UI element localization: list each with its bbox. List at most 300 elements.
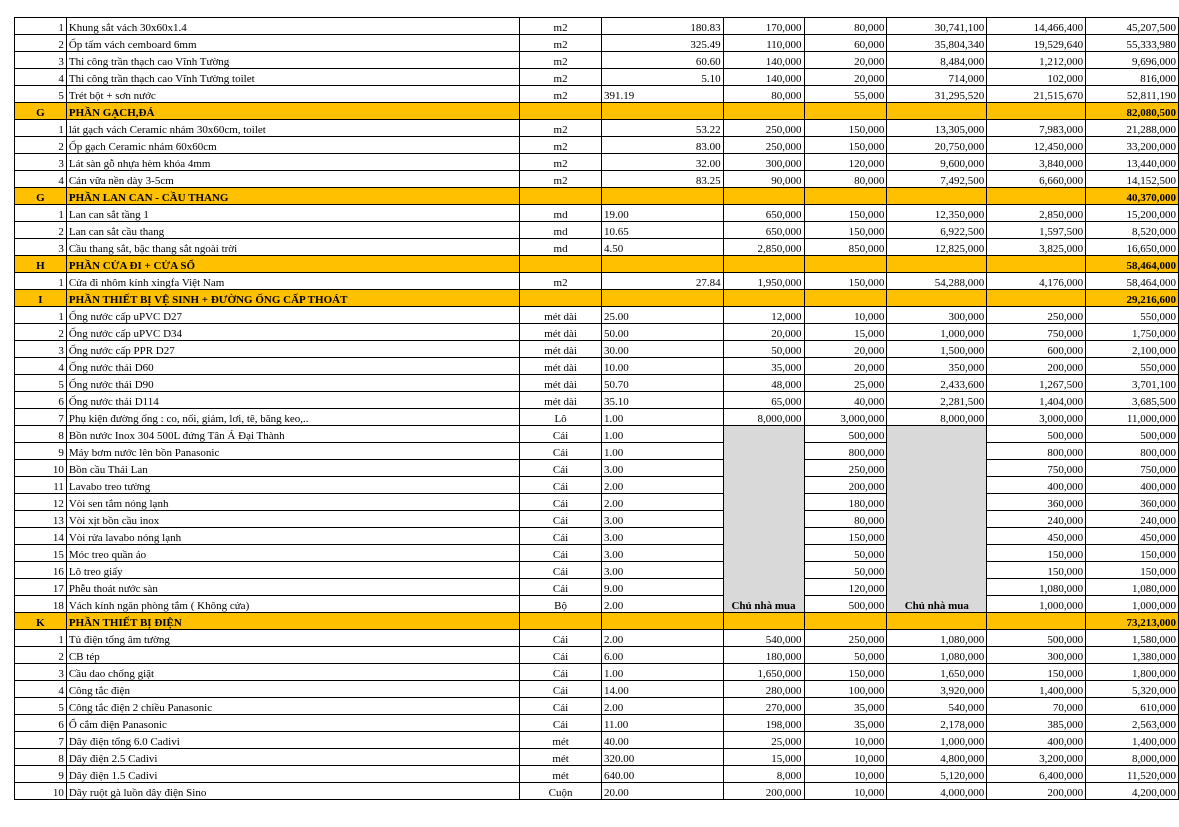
row-total-cell: 21,288,000 xyxy=(1086,120,1179,137)
unit-cell xyxy=(520,290,602,307)
labor-price-cell: 35,000 xyxy=(804,698,887,715)
row-number-cell: 4 xyxy=(15,358,67,375)
material-price-cell: 200,000 xyxy=(723,783,804,800)
row-total-cell: 240,000 xyxy=(1086,511,1179,528)
material-total-cell: 3,920,000 xyxy=(887,681,987,698)
labor-total-cell: 240,000 xyxy=(987,511,1086,528)
quantity-cell: 20.00 xyxy=(601,783,723,800)
unit-cell: m2 xyxy=(520,137,602,154)
material-total-cell: 12,825,000 xyxy=(887,239,987,256)
item-name-cell: Ống nước cấp PPR D27 xyxy=(66,341,519,358)
row-number-cell: 2 xyxy=(15,222,67,239)
quantity-cell: 11.00 xyxy=(601,715,723,732)
labor-total-cell: 150,000 xyxy=(987,545,1086,562)
item-name-cell: Thi công trần thạch cao Vĩnh Tường xyxy=(66,52,519,69)
unit-cell: mét xyxy=(520,766,602,783)
material-total-cell: 1,500,000 xyxy=(887,341,987,358)
item-name-cell: Cán vữa nền dày 3-5cm xyxy=(66,171,519,188)
row-number-cell: 3 xyxy=(15,52,67,69)
unit-cell: Cái xyxy=(520,443,602,460)
item-name-cell: Lan can sắt tầng 1 xyxy=(66,205,519,222)
labor-total-cell: 3,000,000 xyxy=(987,409,1086,426)
labor-total-cell: 150,000 xyxy=(987,562,1086,579)
labor-total-cell: 500,000 xyxy=(987,426,1086,443)
labor-total-cell: 1,404,000 xyxy=(987,392,1086,409)
table-row xyxy=(15,273,1179,290)
section-code-cell: H xyxy=(15,256,67,273)
labor-total-cell: 150,000 xyxy=(987,664,1086,681)
labor-total-cell: 300,000 xyxy=(987,647,1086,664)
row-total-cell: 3,701,100 xyxy=(1086,375,1179,392)
row-total-cell: 800,000 xyxy=(1086,443,1179,460)
labor-price-cell: 50,000 xyxy=(804,562,887,579)
material-total-cell: 2,281,500 xyxy=(887,392,987,409)
labor-total-cell: 1,597,500 xyxy=(987,222,1086,239)
quantity-cell: 35.10 xyxy=(601,392,723,409)
quantity-cell: 2.00 xyxy=(601,494,723,511)
material-price-cell: 25,000 xyxy=(723,732,804,749)
material-total-cell: 1,080,000 xyxy=(887,647,987,664)
section-header-row xyxy=(15,256,1179,273)
table-row xyxy=(15,35,1179,52)
unit-cell: Cái xyxy=(520,528,602,545)
material-price-cell: 250,000 xyxy=(723,120,804,137)
labor-total-cell: 3,200,000 xyxy=(987,749,1086,766)
table-row xyxy=(15,749,1179,766)
table-row xyxy=(15,205,1179,222)
table-row xyxy=(15,630,1179,647)
table-row xyxy=(15,698,1179,715)
labor-total-cell: 7,983,000 xyxy=(987,120,1086,137)
quantity-cell: 83.00 xyxy=(601,137,723,154)
section-name-cell: PHẦN GẠCH,ĐÁ xyxy=(66,103,519,120)
material-total-cell: 2,433,600 xyxy=(887,375,987,392)
labor-price-cell: 500,000 xyxy=(804,426,887,443)
material-price-cell xyxy=(723,188,804,205)
material-price-cell: 35,000 xyxy=(723,358,804,375)
section-header-row xyxy=(15,188,1179,205)
labor-total-cell xyxy=(987,256,1086,273)
unit-cell: mét dài xyxy=(520,375,602,392)
labor-price-cell: 10,000 xyxy=(804,307,887,324)
material-total-cell: 1,000,000 xyxy=(887,324,987,341)
section-total-cell: 73,213,000 xyxy=(1086,613,1179,630)
labor-total-cell: 1,080,000 xyxy=(987,579,1086,596)
cost-estimate-table xyxy=(14,17,1179,800)
item-name-cell: Ốp tấm vách cemboard 6mm xyxy=(66,35,519,52)
unit-cell: Cái xyxy=(520,545,602,562)
table-row xyxy=(15,137,1179,154)
table-row xyxy=(15,681,1179,698)
unit-cell: Cái xyxy=(520,477,602,494)
labor-total-cell: 600,000 xyxy=(987,341,1086,358)
row-number-cell: 9 xyxy=(15,766,67,783)
row-number-cell: 1 xyxy=(15,18,67,35)
table-row xyxy=(15,647,1179,664)
material-total-cell xyxy=(887,103,987,120)
quantity-cell: 10.00 xyxy=(601,358,723,375)
unit-cell: md xyxy=(520,222,602,239)
labor-price-cell: 150,000 xyxy=(804,120,887,137)
material-total-cell: 12,350,000 xyxy=(887,205,987,222)
item-name-cell: Trét bột + sơn nước xyxy=(66,86,519,103)
unit-cell: m2 xyxy=(520,69,602,86)
labor-price-cell: 20,000 xyxy=(804,52,887,69)
quantity-cell xyxy=(601,290,723,307)
row-number-cell: 1 xyxy=(15,307,67,324)
quantity-cell: 50.70 xyxy=(601,375,723,392)
unit-cell: Cái xyxy=(520,494,602,511)
unit-cell: Cái xyxy=(520,579,602,596)
row-number-cell: 10 xyxy=(15,460,67,477)
quantity-cell: 1.00 xyxy=(601,443,723,460)
unit-cell: mét dài xyxy=(520,341,602,358)
labor-price-cell: 60,000 xyxy=(804,35,887,52)
labor-total-cell: 12,450,000 xyxy=(987,137,1086,154)
item-name-cell: Công tắc điện xyxy=(66,681,519,698)
labor-price-cell: 10,000 xyxy=(804,749,887,766)
table-row xyxy=(15,375,1179,392)
material-total-cell: 54,288,000 xyxy=(887,273,987,290)
quantity-cell: 19.00 xyxy=(601,205,723,222)
table-row xyxy=(15,154,1179,171)
labor-price-cell: 55,000 xyxy=(804,86,887,103)
row-number-cell: 8 xyxy=(15,749,67,766)
material-total-cell: 1,000,000 xyxy=(887,732,987,749)
labor-price-cell: 80,000 xyxy=(804,511,887,528)
quantity-cell: 320.00 xyxy=(601,749,723,766)
row-total-cell: 8,520,000 xyxy=(1086,222,1179,239)
section-header-row xyxy=(15,103,1179,120)
row-total-cell: 150,000 xyxy=(1086,545,1179,562)
labor-price-cell: 50,000 xyxy=(804,647,887,664)
material-price-cell: 250,000 xyxy=(723,137,804,154)
labor-price-cell: 10,000 xyxy=(804,732,887,749)
labor-price-cell xyxy=(804,256,887,273)
material-total-cell: 9,600,000 xyxy=(887,154,987,171)
material-price-cell: 15,000 xyxy=(723,749,804,766)
item-name-cell: Dây ruột gà luồn dây điện Sino xyxy=(66,783,519,800)
row-number-cell: 14 xyxy=(15,528,67,545)
labor-price-cell: 150,000 xyxy=(804,222,887,239)
section-name-cell: PHẦN THIẾT BỊ ĐIỆN xyxy=(66,613,519,630)
labor-price-cell: 200,000 xyxy=(804,477,887,494)
owner-buys-cell: Chủ nhà mua xyxy=(887,426,987,613)
quantity-cell: 325.49 xyxy=(601,35,723,52)
material-total-cell: 4,000,000 xyxy=(887,783,987,800)
unit-cell: Cái xyxy=(520,630,602,647)
row-total-cell: 4,200,000 xyxy=(1086,783,1179,800)
quantity-cell: 9.00 xyxy=(601,579,723,596)
row-total-cell: 400,000 xyxy=(1086,477,1179,494)
row-number-cell: 1 xyxy=(15,205,67,222)
row-total-cell: 16,650,000 xyxy=(1086,239,1179,256)
row-total-cell: 11,520,000 xyxy=(1086,766,1179,783)
labor-total-cell: 1,212,000 xyxy=(987,52,1086,69)
material-total-cell: 6,922,500 xyxy=(887,222,987,239)
material-price-cell: 270,000 xyxy=(723,698,804,715)
material-price-cell xyxy=(723,256,804,273)
item-name-cell: Ổ cắm điện Panasonic xyxy=(66,715,519,732)
unit-cell xyxy=(520,188,602,205)
quantity-cell: 1.00 xyxy=(601,664,723,681)
labor-price-cell: 80,000 xyxy=(804,171,887,188)
labor-total-cell: 4,176,000 xyxy=(987,273,1086,290)
row-number-cell: 11 xyxy=(15,477,67,494)
row-number-cell: 3 xyxy=(15,664,67,681)
quantity-cell: 60.60 xyxy=(601,52,723,69)
item-name-cell: Bồn nước Inox 304 500L đứng Tân Á Đại Thành xyxy=(66,426,519,443)
row-number-cell: 9 xyxy=(15,443,67,460)
labor-total-cell: 3,840,000 xyxy=(987,154,1086,171)
quantity-cell: 3.00 xyxy=(601,562,723,579)
labor-total-cell: 800,000 xyxy=(987,443,1086,460)
row-number-cell: 12 xyxy=(15,494,67,511)
item-name-cell: Phụ kiện đường ống : co, nối, giảm, lơi, tê, băng keo,.. xyxy=(66,409,519,426)
material-price-cell xyxy=(723,103,804,120)
labor-total-cell xyxy=(987,613,1086,630)
row-total-cell: 2,100,000 xyxy=(1086,341,1179,358)
quantity-cell: 1.00 xyxy=(601,426,723,443)
item-name-cell: Lát sàn gỗ nhựa hèm khóa 4mm xyxy=(66,154,519,171)
item-name-cell: Phễu thoát nước sàn xyxy=(66,579,519,596)
labor-total-cell: 1,267,500 xyxy=(987,375,1086,392)
item-name-cell: lát gạch vách Ceramic nhám 30x60cm, toilet xyxy=(66,120,519,137)
item-name-cell: Cầu dao chống giật xyxy=(66,664,519,681)
unit-cell: m2 xyxy=(520,273,602,290)
material-total-cell: 8,000,000 xyxy=(887,409,987,426)
section-total-cell: 82,080,500 xyxy=(1086,103,1179,120)
table-row xyxy=(15,545,1179,562)
item-name-cell: Ống nước thải D114 xyxy=(66,392,519,409)
item-name-cell: Dây điện 2.5 Cadivi xyxy=(66,749,519,766)
material-total-cell: 13,305,000 xyxy=(887,120,987,137)
quantity-cell: 27.84 xyxy=(601,273,723,290)
item-name-cell: Lan can sắt cầu thang xyxy=(66,222,519,239)
table-row xyxy=(15,392,1179,409)
row-number-cell: 2 xyxy=(15,137,67,154)
table-row xyxy=(15,18,1179,35)
section-total-cell: 29,216,600 xyxy=(1086,290,1179,307)
table-row xyxy=(15,341,1179,358)
quantity-cell xyxy=(601,613,723,630)
row-number-cell: 1 xyxy=(15,273,67,290)
material-total-cell: 8,484,000 xyxy=(887,52,987,69)
unit-cell: Cái xyxy=(520,698,602,715)
item-name-cell: Ống nước thải D60 xyxy=(66,358,519,375)
labor-price-cell: 20,000 xyxy=(804,69,887,86)
quantity-cell: 14.00 xyxy=(601,681,723,698)
labor-total-cell: 3,825,000 xyxy=(987,239,1086,256)
table-row xyxy=(15,171,1179,188)
row-number-cell: 6 xyxy=(15,715,67,732)
row-number-cell: 4 xyxy=(15,171,67,188)
material-price-cell: 80,000 xyxy=(723,86,804,103)
unit-cell: md xyxy=(520,239,602,256)
item-name-cell: Khung sắt vách 30x60x1.4 xyxy=(66,18,519,35)
row-total-cell: 500,000 xyxy=(1086,426,1179,443)
row-total-cell: 3,685,500 xyxy=(1086,392,1179,409)
labor-total-cell: 400,000 xyxy=(987,477,1086,494)
row-number-cell: 16 xyxy=(15,562,67,579)
material-total-cell: 2,178,000 xyxy=(887,715,987,732)
labor-price-cell: 80,000 xyxy=(804,18,887,35)
material-total-cell: 300,000 xyxy=(887,307,987,324)
row-total-cell: 1,380,000 xyxy=(1086,647,1179,664)
owner-buys-cell: Chủ nhà mua xyxy=(723,426,804,613)
material-price-cell: 1,650,000 xyxy=(723,664,804,681)
table-row xyxy=(15,120,1179,137)
row-number-cell: 8 xyxy=(15,426,67,443)
item-name-cell: Ống nước thải D90 xyxy=(66,375,519,392)
labor-total-cell: 250,000 xyxy=(987,307,1086,324)
row-total-cell: 550,000 xyxy=(1086,358,1179,375)
table-row xyxy=(15,494,1179,511)
labor-price-cell: 250,000 xyxy=(804,460,887,477)
labor-price-cell: 10,000 xyxy=(804,783,887,800)
table-row xyxy=(15,562,1179,579)
material-price-cell: 48,000 xyxy=(723,375,804,392)
unit-cell: Cái xyxy=(520,511,602,528)
row-number-cell: 3 xyxy=(15,239,67,256)
labor-total-cell: 21,515,670 xyxy=(987,86,1086,103)
quantity-cell: 3.00 xyxy=(601,528,723,545)
material-total-cell: 31,295,520 xyxy=(887,86,987,103)
labor-price-cell: 800,000 xyxy=(804,443,887,460)
quantity-cell: 1.00 xyxy=(601,409,723,426)
row-total-cell: 816,000 xyxy=(1086,69,1179,86)
table-row xyxy=(15,783,1179,800)
material-price-cell: 8,000 xyxy=(723,766,804,783)
quantity-cell: 53.22 xyxy=(601,120,723,137)
labor-price-cell xyxy=(804,613,887,630)
row-total-cell: 15,200,000 xyxy=(1086,205,1179,222)
item-name-cell: Cầu thang sắt, bậc thang sắt ngoài trời xyxy=(66,239,519,256)
quantity-cell: 25.00 xyxy=(601,307,723,324)
row-total-cell: 1,080,000 xyxy=(1086,579,1179,596)
row-number-cell: 5 xyxy=(15,698,67,715)
material-total-cell xyxy=(887,290,987,307)
table-row xyxy=(15,715,1179,732)
unit-cell: m2 xyxy=(520,86,602,103)
quantity-cell: 180.83 xyxy=(601,18,723,35)
material-total-cell: 1,650,000 xyxy=(887,664,987,681)
unit-cell: Cuộn xyxy=(520,783,602,800)
labor-price-cell: 250,000 xyxy=(804,630,887,647)
row-number-cell: 2 xyxy=(15,324,67,341)
row-total-cell: 14,152,500 xyxy=(1086,171,1179,188)
table-row xyxy=(15,69,1179,86)
row-total-cell: 5,320,000 xyxy=(1086,681,1179,698)
table-row xyxy=(15,307,1179,324)
unit-cell: Cái xyxy=(520,715,602,732)
labor-price-cell: 10,000 xyxy=(804,766,887,783)
table-row xyxy=(15,86,1179,103)
quantity-cell: 5.10 xyxy=(601,69,723,86)
labor-total-cell: 500,000 xyxy=(987,630,1086,647)
unit-cell: Lô xyxy=(520,409,602,426)
row-number-cell: 3 xyxy=(15,154,67,171)
unit-cell: Cái xyxy=(520,664,602,681)
item-name-cell: Bồn cầu Thái Lan xyxy=(66,460,519,477)
row-total-cell: 450,000 xyxy=(1086,528,1179,545)
labor-price-cell: 25,000 xyxy=(804,375,887,392)
unit-cell xyxy=(520,103,602,120)
labor-total-cell xyxy=(987,103,1086,120)
material-price-cell: 140,000 xyxy=(723,69,804,86)
quantity-cell: 83.25 xyxy=(601,171,723,188)
table-row xyxy=(15,766,1179,783)
item-name-cell: Dây điện 1.5 Cadivi xyxy=(66,766,519,783)
row-number-cell: 2 xyxy=(15,647,67,664)
labor-total-cell: 102,000 xyxy=(987,69,1086,86)
row-total-cell: 150,000 xyxy=(1086,562,1179,579)
item-name-cell: Ống nước cấp uPVC D27 xyxy=(66,307,519,324)
row-number-cell: 7 xyxy=(15,409,67,426)
item-name-cell: Vòi sen tắm nóng lạnh xyxy=(66,494,519,511)
labor-total-cell: 6,660,000 xyxy=(987,171,1086,188)
row-number-cell: 15 xyxy=(15,545,67,562)
material-total-cell: 20,750,000 xyxy=(887,137,987,154)
material-price-cell: 170,000 xyxy=(723,18,804,35)
table-row xyxy=(15,409,1179,426)
labor-price-cell: 20,000 xyxy=(804,358,887,375)
labor-price-cell: 500,000 xyxy=(804,596,887,613)
labor-price-cell: 120,000 xyxy=(804,154,887,171)
table-row xyxy=(15,443,1179,460)
labor-price-cell: 100,000 xyxy=(804,681,887,698)
row-total-cell: 1,400,000 xyxy=(1086,732,1179,749)
section-code-cell: I xyxy=(15,290,67,307)
quantity-cell: 3.00 xyxy=(601,545,723,562)
section-name-cell: PHẦN CỬA ĐI + CỬA SỔ xyxy=(66,256,519,273)
material-price-cell xyxy=(723,613,804,630)
table-row xyxy=(15,664,1179,681)
table-row xyxy=(15,52,1179,69)
material-total-cell: 30,741,100 xyxy=(887,18,987,35)
unit-cell: mét dài xyxy=(520,392,602,409)
table-row xyxy=(15,732,1179,749)
item-name-cell: Thi công trần thạch cao Vĩnh Tường toilet xyxy=(66,69,519,86)
labor-total-cell: 750,000 xyxy=(987,324,1086,341)
labor-total-cell: 1,000,000 xyxy=(987,596,1086,613)
labor-price-cell: 850,000 xyxy=(804,239,887,256)
row-number-cell: 3 xyxy=(15,341,67,358)
unit-cell: Bộ xyxy=(520,596,602,613)
row-number-cell: 5 xyxy=(15,375,67,392)
quantity-cell: 2.00 xyxy=(601,630,723,647)
quantity-cell: 4.50 xyxy=(601,239,723,256)
unit-cell: Cái xyxy=(520,460,602,477)
unit-cell: m2 xyxy=(520,35,602,52)
quantity-cell: 3.00 xyxy=(601,460,723,477)
row-number-cell: 17 xyxy=(15,579,67,596)
unit-cell: mét dài xyxy=(520,307,602,324)
row-total-cell: 1,000,000 xyxy=(1086,596,1179,613)
unit-cell xyxy=(520,613,602,630)
item-name-cell: Tủ điện tổng âm tường xyxy=(66,630,519,647)
material-total-cell xyxy=(887,613,987,630)
unit-cell: m2 xyxy=(520,120,602,137)
labor-price-cell xyxy=(804,290,887,307)
row-total-cell: 610,000 xyxy=(1086,698,1179,715)
labor-total-cell: 200,000 xyxy=(987,358,1086,375)
quantity-cell: 40.00 xyxy=(601,732,723,749)
table-row xyxy=(15,528,1179,545)
item-name-cell: Ống nước cấp uPVC D34 xyxy=(66,324,519,341)
labor-total-cell: 6,400,000 xyxy=(987,766,1086,783)
material-total-cell: 4,800,000 xyxy=(887,749,987,766)
